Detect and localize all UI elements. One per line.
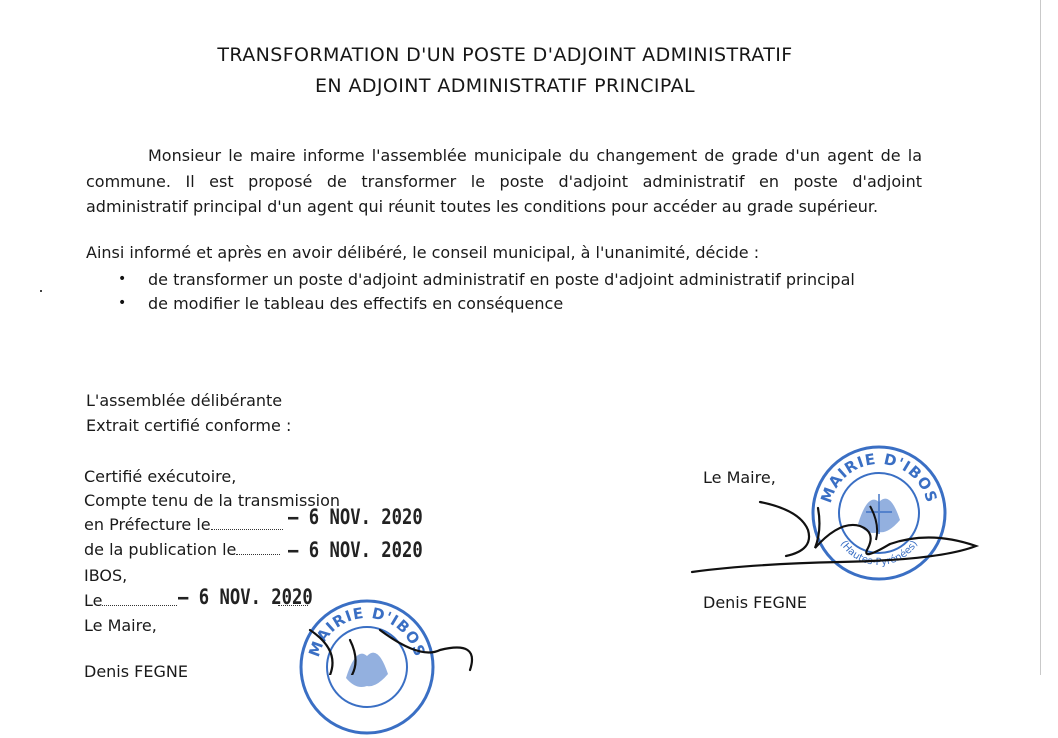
certif-line-2: Compte tenu de la transmission bbox=[84, 491, 341, 510]
scan-speck bbox=[40, 290, 42, 292]
title-line-2: EN ADJOINT ADMINISTRATIF PRINCIPAL bbox=[315, 75, 695, 97]
assembly-line-2: Extrait certifié conforme : bbox=[86, 416, 292, 435]
assembly-line-1: L'assemblée délibérante bbox=[86, 391, 283, 410]
signature-right bbox=[690, 490, 990, 580]
scan-edge bbox=[1040, 0, 1041, 675]
publication-label: de la publication le bbox=[84, 540, 237, 559]
certif-line-1: Certifié exécutoire, bbox=[84, 467, 237, 486]
certif-place: IBOS, bbox=[84, 566, 128, 585]
certif-prefecture bbox=[84, 515, 283, 534]
title-line-1: TRANSFORMATION D'UN POSTE D'ADJOINT ADMINISTRATIF bbox=[217, 44, 793, 66]
dotted-leader bbox=[211, 516, 283, 530]
bullet-dot: • bbox=[118, 271, 127, 287]
le-label: Le bbox=[84, 591, 103, 610]
dotted-leader bbox=[102, 592, 177, 606]
svg-text:MAIRIE D'IBOS: MAIRIE D'IBOS bbox=[305, 603, 429, 660]
certif-le bbox=[84, 591, 177, 610]
certif-name: Denis FEGNE bbox=[84, 662, 188, 681]
bullet-dot: • bbox=[118, 295, 127, 311]
stamp-date-prefecture: – 6 NOV. 2020 bbox=[288, 505, 423, 529]
decision-lead: Ainsi informé et après en avoir délibéré, le conseil municipal, à l'unanimité, décide : bbox=[86, 243, 760, 262]
decision-bullet: de modifier le tableau des effectifs en conséquence bbox=[148, 294, 564, 313]
dotted-leader bbox=[236, 541, 280, 555]
stamp-date-le: – 6 NOV. 2020 bbox=[178, 585, 313, 609]
intro-line-3: administratif principal d'un agent qui réunit toutes les conditions pour accéder au grade supérieur. bbox=[86, 197, 879, 216]
prefecture-label: en Préfecture le bbox=[84, 515, 211, 534]
right-maire-name: Denis FEGNE bbox=[703, 593, 807, 612]
right-maire-label: Le Maire, bbox=[703, 468, 776, 487]
svg-text:(Hautes-Pyrénées): (Hautes-Pyrénées) bbox=[837, 538, 921, 569]
intro-line-2: commune. Il est proposé de transformer le poste d'adjoint administratif en poste d'adjoint bbox=[86, 172, 922, 191]
stamp-date-publication: – 6 NOV. 2020 bbox=[288, 538, 423, 562]
signature-left bbox=[290, 620, 490, 675]
intro-line-1: Monsieur le maire informe l'assemblée municipale du changement de grade d'un agent de la bbox=[148, 146, 922, 165]
certif-maire: Le Maire, bbox=[84, 616, 157, 635]
certif-publication bbox=[84, 540, 280, 559]
decision-bullet: de transformer un poste d'adjoint administratif en poste d'adjoint administratif principal bbox=[148, 270, 855, 289]
svg-text:MAIRIE D'IBOS: MAIRIE D'IBOS bbox=[817, 449, 941, 506]
